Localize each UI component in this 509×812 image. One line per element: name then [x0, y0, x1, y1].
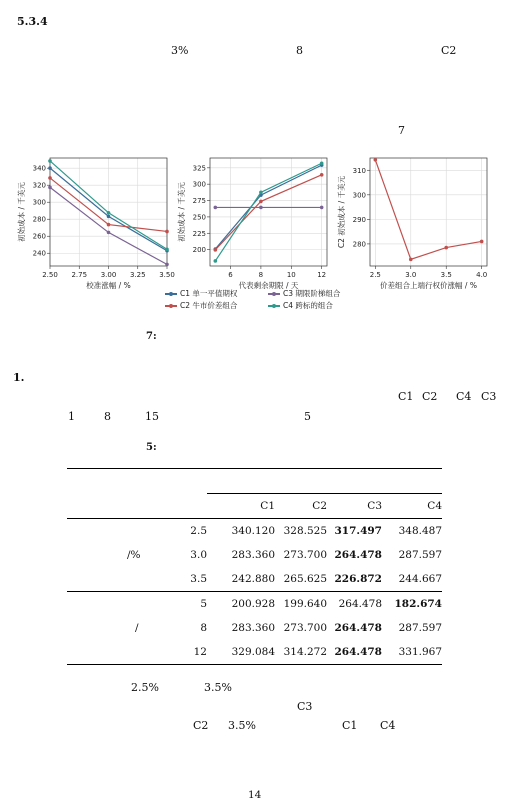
cell: 329.084 — [231, 646, 275, 658]
y-tick-label: 275 — [192, 197, 206, 206]
data-point — [48, 176, 52, 180]
cell: 340.120 — [231, 525, 275, 537]
text-fragment: 3.5% — [204, 681, 232, 694]
data-point — [107, 211, 111, 215]
cell: 287.597 — [398, 622, 442, 634]
header-c3: C3 — [327, 494, 382, 519]
legend-swatch-c4 — [268, 305, 280, 307]
cell: 283.360 — [231, 549, 275, 561]
x-tick-label: 4.0 — [476, 271, 488, 279]
data-point — [165, 230, 169, 234]
x-tick-label: 3.0 — [405, 271, 417, 279]
text-fragment: 3.5% — [228, 719, 256, 732]
text-fragment: 8 — [104, 410, 111, 423]
legend-swatch-c1 — [165, 293, 177, 295]
text-fragment: 2.5% — [131, 681, 159, 694]
chart-panel-1 — [12, 150, 177, 294]
cell: 200.928 — [231, 598, 275, 610]
data-point — [48, 186, 52, 190]
chart-3-svg — [332, 150, 497, 290]
data-point — [165, 263, 169, 267]
legend-label: C3 期限阶梯组合 — [283, 289, 341, 298]
text-fragment: C2 — [422, 390, 438, 403]
legend-label: C1 单一平值期权 — [180, 289, 238, 298]
data-point — [320, 173, 324, 177]
text-fragment: 3% — [171, 44, 189, 57]
table-top-spacer-row — [67, 469, 442, 494]
y-tick-label: 200 — [192, 246, 206, 255]
y-tick-label: 300 — [352, 191, 366, 200]
legend-item-c4 — [268, 300, 333, 311]
y-tick-label: 320 — [32, 181, 46, 190]
chart-panel-2 — [172, 150, 337, 294]
cell: 264.478 — [334, 622, 382, 634]
y-tick-label: 290 — [352, 215, 366, 224]
cell: 182.674 — [394, 598, 442, 610]
data-point — [214, 248, 218, 252]
data-point — [480, 240, 484, 244]
table-row — [67, 567, 442, 592]
group-label-tenor: / — [135, 622, 139, 634]
header-c1: C1 — [207, 494, 275, 519]
y-tick-label: 260 — [32, 232, 46, 241]
row-param: 5 — [200, 598, 207, 610]
text-fragment: C1 — [398, 390, 414, 403]
legend-swatch-c2 — [165, 305, 177, 307]
y-tick-label: 225 — [192, 229, 206, 238]
data-point — [320, 161, 324, 165]
x-axis-label: 价差组合上端行权价涨幅 / % — [380, 281, 477, 290]
y-tick-label: 300 — [32, 198, 46, 207]
table-row — [67, 616, 442, 640]
cell: 273.700 — [283, 622, 327, 634]
row-param: 3.0 — [190, 549, 207, 561]
x-tick-label: 12 — [317, 271, 327, 279]
y-axis-label: 初始成本 / 千美元 — [177, 182, 186, 242]
table-row — [67, 640, 442, 665]
x-tick-label: 2.50 — [42, 271, 58, 279]
cell: 283.360 — [231, 622, 275, 634]
header-c4: C4 — [382, 494, 442, 519]
plot-frame — [370, 158, 487, 266]
row-param: 12 — [193, 646, 207, 658]
data-point — [107, 231, 111, 235]
data-point — [374, 158, 378, 162]
series-line — [215, 175, 321, 250]
y-tick-label: 280 — [352, 240, 366, 249]
text-fragment: C4 — [456, 390, 472, 403]
page-number: 14 — [248, 789, 262, 801]
text-fragment: C1 — [342, 719, 358, 732]
chart-2-svg — [172, 150, 337, 290]
text-fragment: C2 — [193, 719, 209, 732]
x-tick-label: 10 — [286, 271, 296, 279]
cell: 242.880 — [231, 573, 275, 585]
x-tick-label: 2.75 — [71, 271, 88, 279]
y-tick-label: 325 — [192, 164, 206, 173]
y-tick-label: 280 — [32, 215, 46, 224]
data-point — [165, 247, 169, 251]
x-axis-label: 校准涨幅 / % — [86, 281, 131, 290]
text-fragment: C3 — [297, 700, 313, 713]
results-table — [67, 468, 442, 665]
cell: 314.272 — [283, 646, 327, 658]
y-tick-label: 340 — [32, 164, 46, 173]
legend-item-c3 — [268, 288, 340, 299]
table-row — [67, 519, 442, 544]
cell: 265.625 — [283, 573, 327, 585]
data-point — [320, 206, 324, 210]
y-tick-label: 240 — [32, 249, 46, 258]
table-caption: 5: — [146, 442, 157, 453]
cell: 199.640 — [283, 598, 327, 610]
series-line — [375, 160, 481, 260]
y-axis-label: C2 初始成本 / 千美元 — [337, 175, 346, 249]
text-fragment: 5 — [304, 410, 311, 423]
y-axis-label: 初始成本 / 千美元 — [17, 182, 26, 242]
cell: 264.478 — [338, 598, 382, 610]
header-c2: C2 — [275, 494, 327, 519]
text-fragment: 15 — [145, 410, 159, 423]
figure-reference: 7 — [398, 124, 405, 137]
legend-item-c1 — [165, 288, 237, 299]
chart-1-svg — [12, 150, 177, 290]
list-item-number: 1. — [13, 371, 25, 384]
cell: 264.478 — [334, 549, 382, 561]
cell: 226.872 — [334, 573, 382, 585]
cell: 264.478 — [334, 646, 382, 658]
x-axis-label: 代表剩余期限 / 天 — [238, 281, 299, 290]
row-param: 8 — [200, 622, 207, 634]
x-tick-label: 8 — [258, 271, 264, 279]
cell: 287.597 — [398, 549, 442, 561]
text-fragment: C4 — [380, 719, 396, 732]
cell: 317.497 — [334, 525, 382, 537]
text-fragment: 1 — [68, 410, 75, 423]
y-tick-label: 250 — [192, 213, 206, 222]
data-point — [214, 259, 218, 263]
legend-label: C4 跨标的组合 — [283, 301, 333, 310]
data-point — [107, 223, 111, 227]
section-number: 5.3.4 — [17, 15, 48, 28]
group-label-rate: /% — [127, 549, 141, 561]
chart-legend — [165, 288, 365, 312]
x-tick-label: 3.50 — [159, 271, 175, 279]
cell: 348.487 — [398, 525, 442, 537]
data-point — [48, 159, 52, 163]
text-fragment: 8 — [296, 44, 303, 57]
legend-label: C2 牛市价差组合 — [180, 301, 238, 310]
table-header-row — [67, 494, 442, 519]
cell: 328.525 — [283, 525, 327, 537]
y-tick-label: 310 — [352, 166, 366, 175]
x-tick-label: 2.5 — [369, 271, 381, 279]
data-point — [444, 246, 448, 250]
x-tick-label: 6 — [228, 271, 233, 279]
x-tick-label: 3.00 — [100, 271, 117, 279]
cell: 273.700 — [283, 549, 327, 561]
table-row — [67, 543, 442, 567]
series-line — [215, 163, 321, 261]
data-point — [214, 206, 218, 210]
y-tick-label: 300 — [192, 180, 206, 189]
cell: 244.667 — [398, 573, 442, 585]
row-param: 2.5 — [190, 525, 207, 537]
legend-swatch-c3 — [268, 293, 280, 295]
table-row — [67, 592, 442, 617]
x-tick-label: 3.5 — [440, 271, 452, 279]
figure-caption: 7: — [146, 331, 157, 342]
chart-panel-3 — [332, 150, 497, 294]
data-point — [259, 191, 263, 195]
data-point — [409, 258, 413, 262]
data-point — [259, 200, 263, 204]
text-fragment: C2 — [441, 44, 457, 57]
x-tick-label: 3.25 — [129, 271, 146, 279]
data-point — [48, 166, 52, 170]
data-point — [259, 206, 263, 210]
legend-item-c2 — [165, 300, 237, 311]
text-fragment: C3 — [481, 390, 497, 403]
row-param: 3.5 — [190, 573, 207, 585]
data-point — [107, 215, 111, 219]
cell: 331.967 — [398, 646, 442, 658]
